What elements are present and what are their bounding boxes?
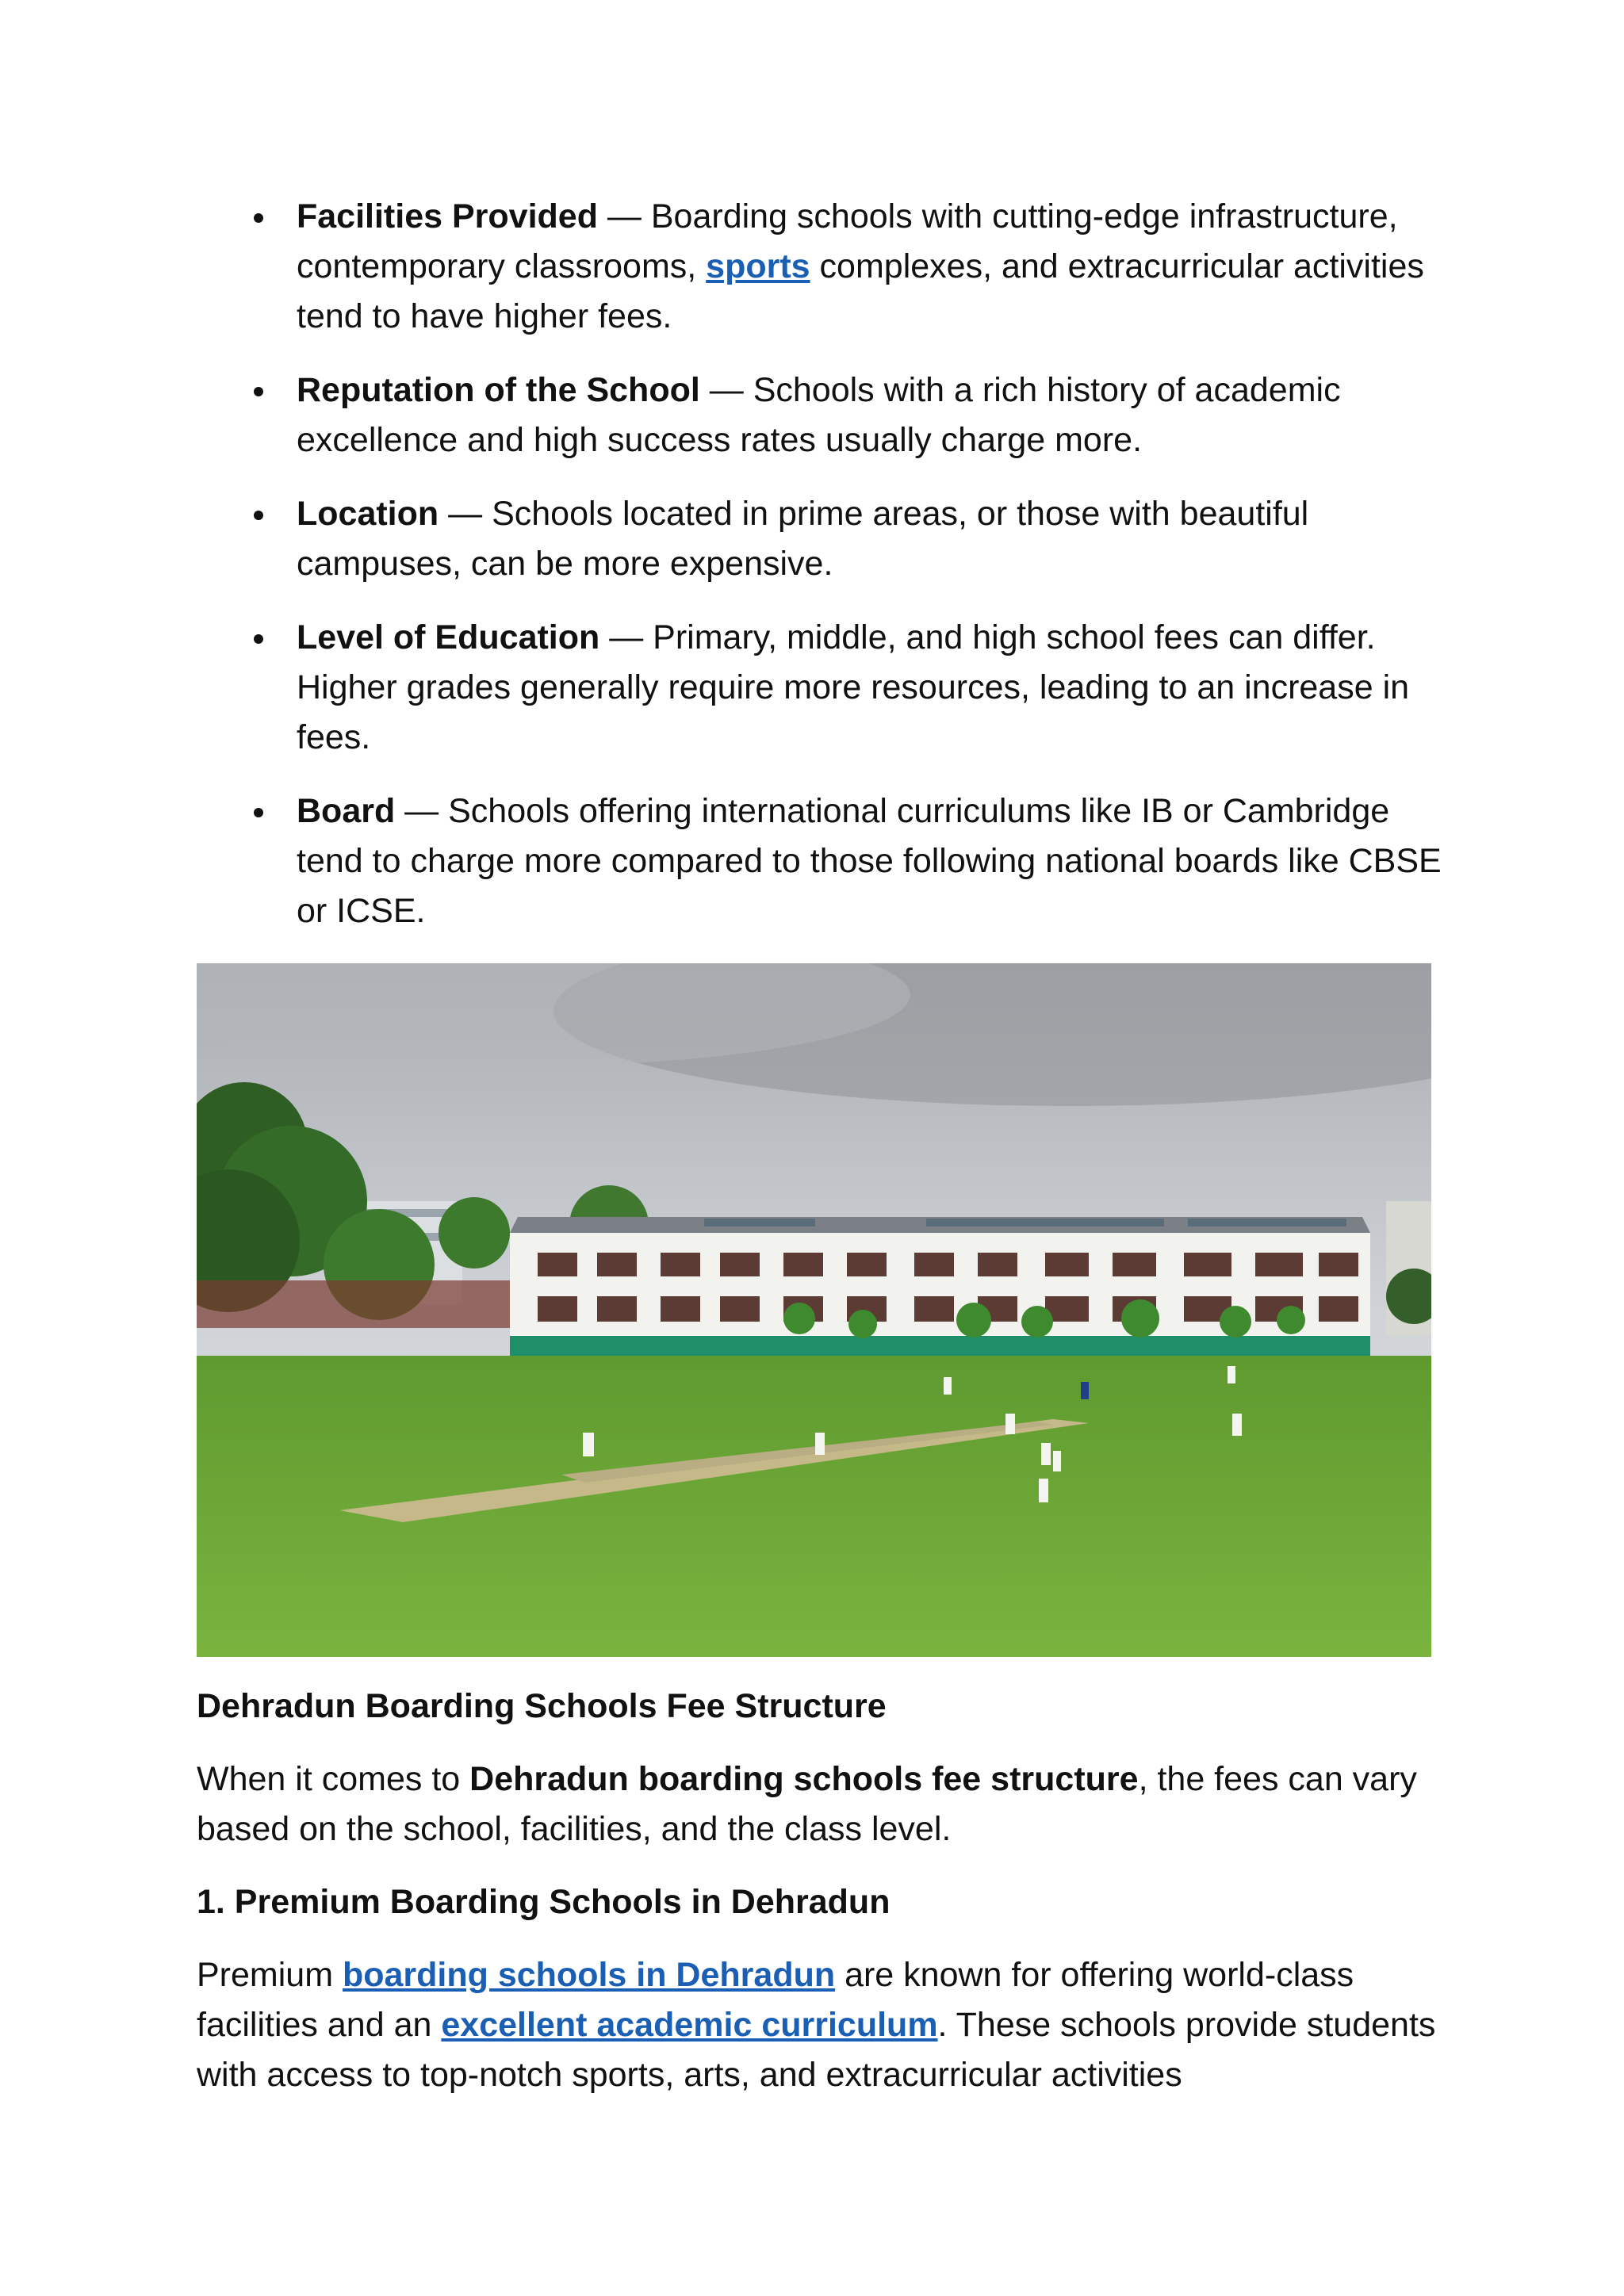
bullet-icon	[254, 213, 263, 223]
bullet-icon	[254, 511, 263, 520]
bullet-title: Reputation of the School	[297, 371, 700, 409]
academic-curriculum-link[interactable]: excellent academic curriculum	[441, 2006, 938, 2044]
list-item: Board — Schools offering international curriculums like IB or Cambridge tend to charge more compared to those following national boards like CBSE or ICSE.	[238, 786, 1451, 936]
bullet-icon	[254, 387, 263, 396]
bullet-title: Level of Education	[297, 618, 600, 656]
bullet-icon	[254, 808, 263, 817]
bullet-title: Board	[297, 792, 396, 830]
premium-heading: 1. Premium Boarding Schools in Dehradun	[197, 1883, 891, 1921]
list-item: Level of Education — Primary, middle, and high school fees can differ. Higher grades generally require more resources, leading to an increase in fees.	[238, 613, 1451, 763]
premium-paragraph: Premium boarding schools in Dehradun are known for offering world-class facilities and an excellent academic curriculum. These schools provide students with access to top-notch sports, arts, and extracurricular activities	[197, 1956, 1436, 2094]
list-item: Reputation of the School — Schools with a rich history of academic excellence and high success rates usually charge more.	[238, 365, 1451, 465]
boarding-schools-link[interactable]: boarding schools in Dehradun	[342, 1956, 836, 1994]
list-item: Facilities Provided — Boarding schools with cutting-edge infrastructure, contemporary classrooms, sports complexes, and extracurricular activities tend to have higher fees.	[238, 192, 1451, 342]
bullet-title: Location	[297, 495, 439, 533]
bullet-title: Facilities Provided	[297, 197, 598, 235]
intro-paragraph: When it comes to Dehradun boarding schools fee structure, the fees can vary based on the school, facilities, and the class level.	[197, 1760, 1417, 1848]
school-campus-photo	[197, 963, 1431, 1657]
sports-link[interactable]: sports	[706, 247, 810, 285]
section-heading: Dehradun Boarding Schools Fee Structure	[197, 1687, 887, 1725]
bullet-icon	[254, 634, 263, 644]
fee-factors-list	[238, 192, 1451, 960]
list-item: Location — Schools located in prime areas, or those with beautiful campuses, can be more expensive.	[238, 489, 1451, 589]
